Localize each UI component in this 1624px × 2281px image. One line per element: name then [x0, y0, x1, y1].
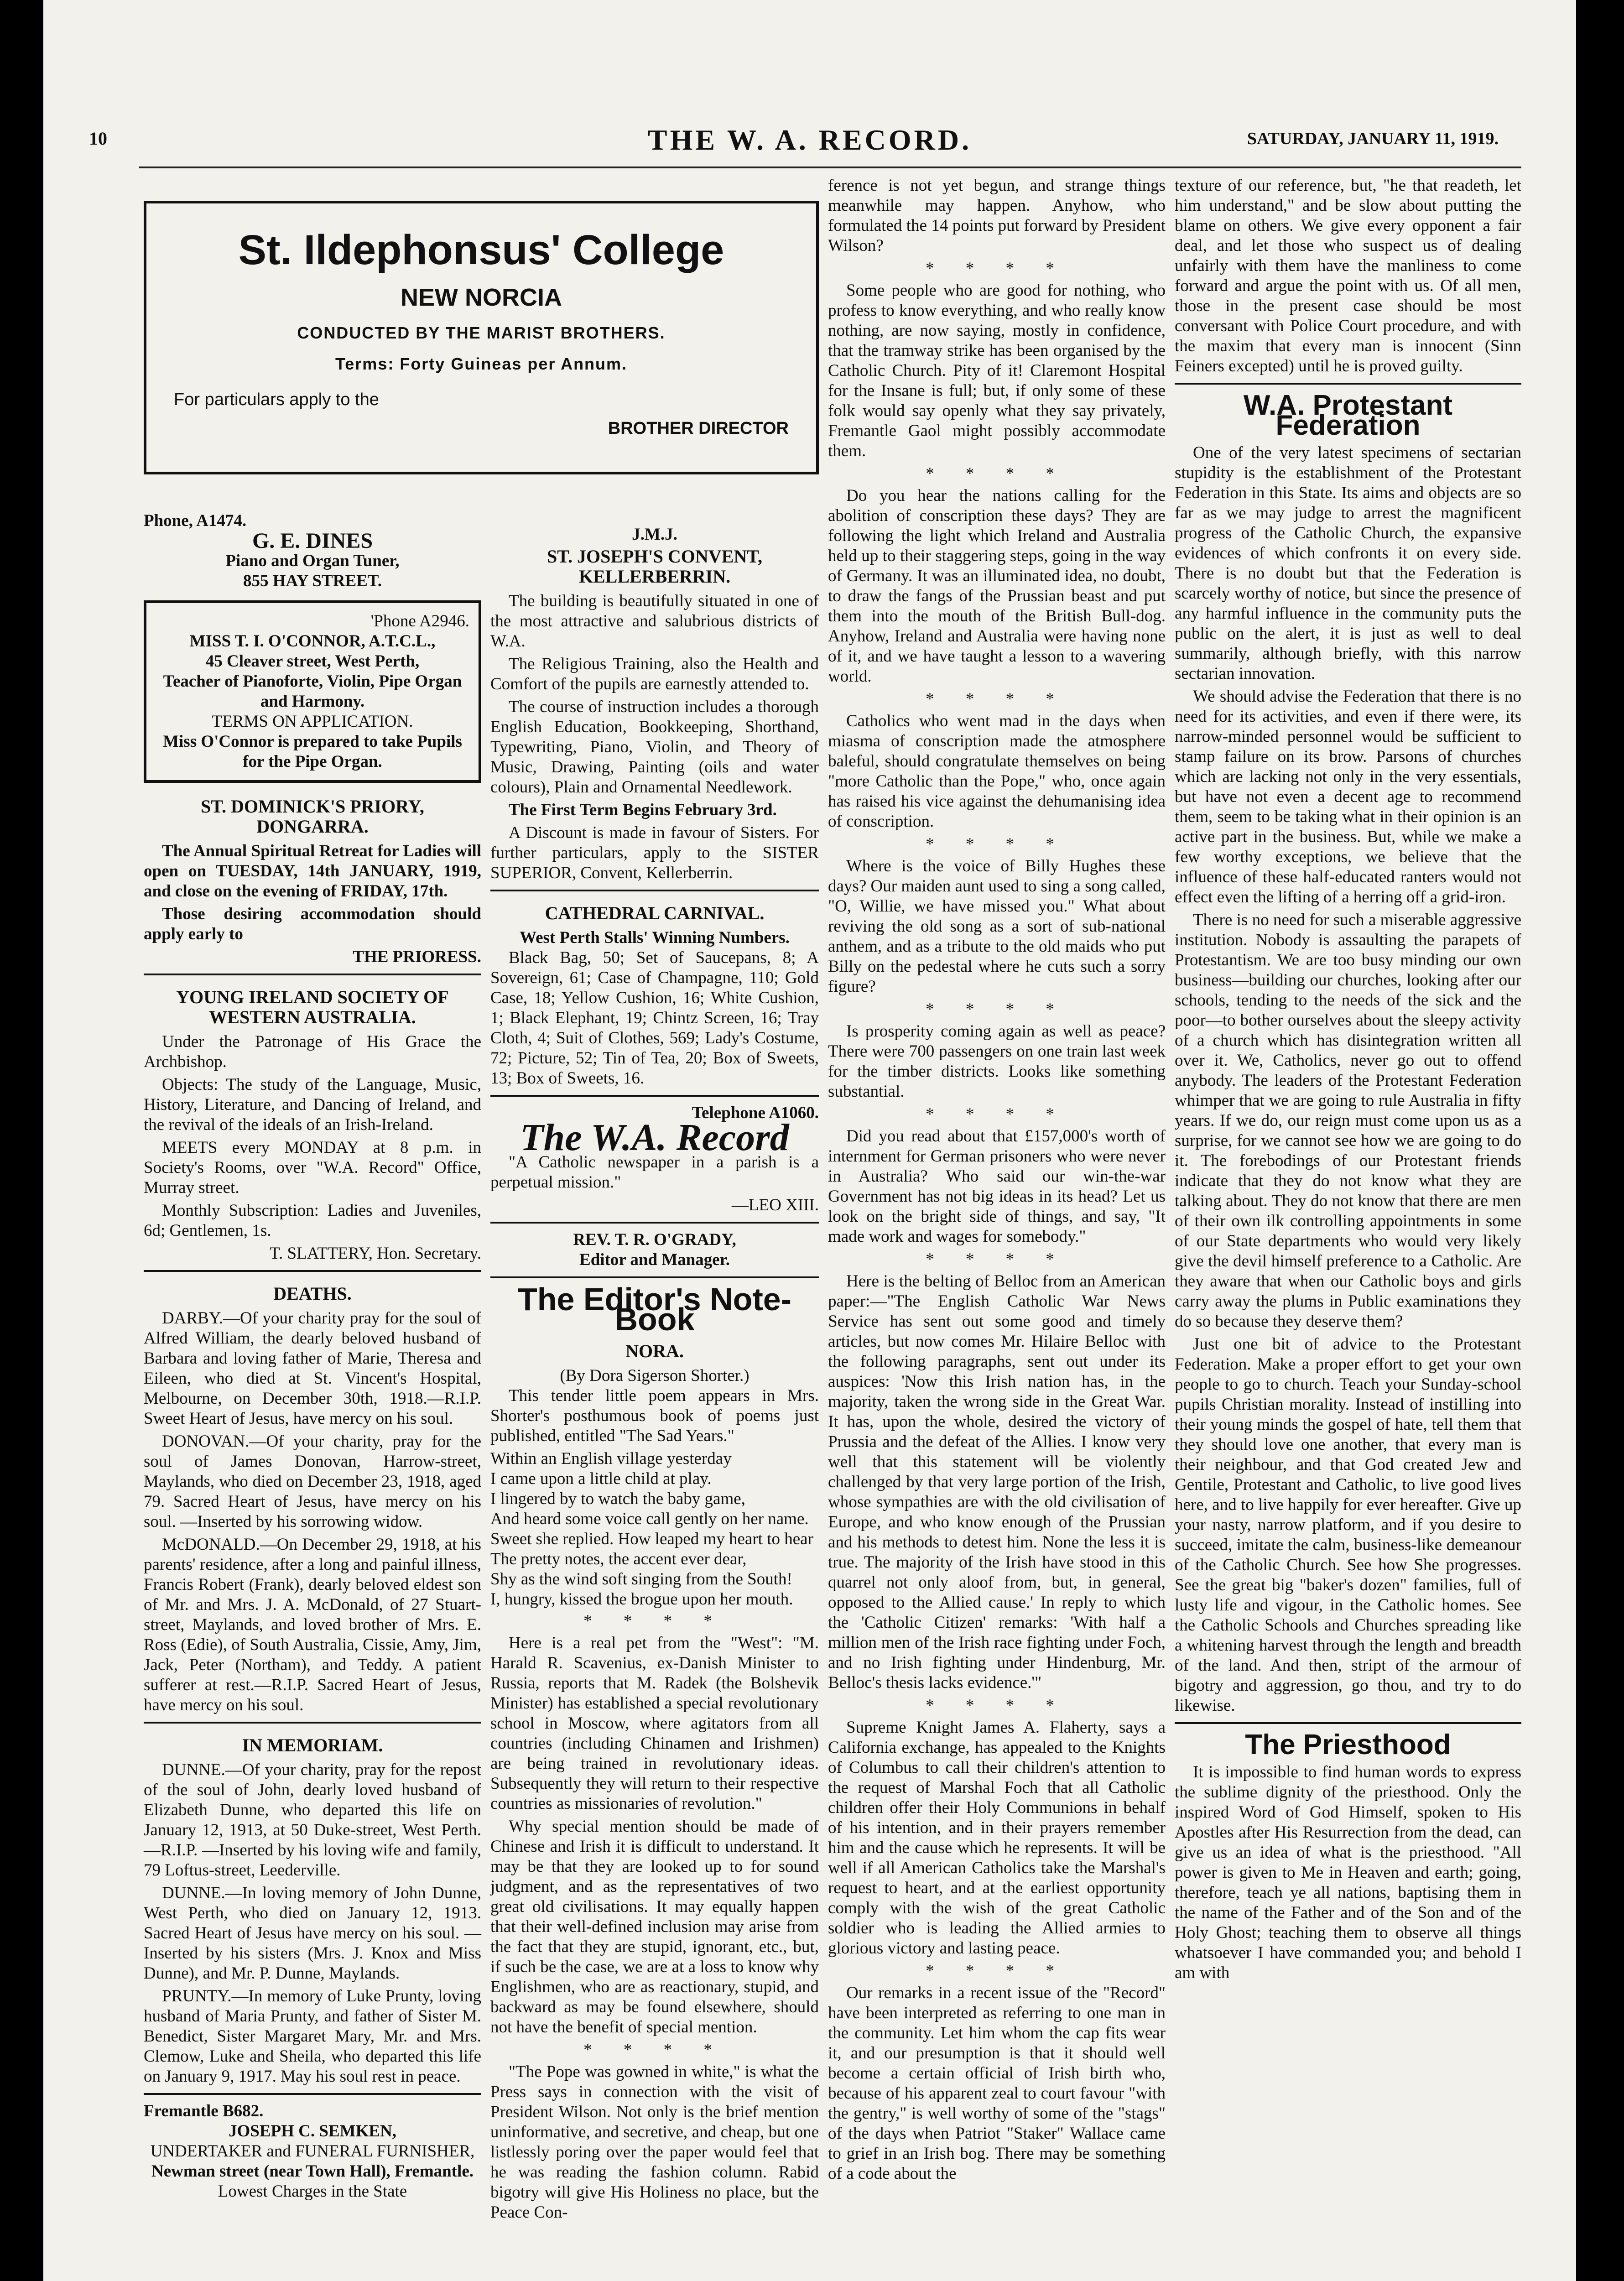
semken-phone: Fremantle B682.	[144, 2102, 264, 2120]
dines-address: 855 HAY STREET.	[243, 572, 382, 590]
section-stars: * * * *	[926, 1962, 1068, 1980]
divider	[490, 1095, 819, 1097]
dines-advert	[144, 511, 481, 591]
section-stars: * * * *	[926, 835, 1068, 854]
note-paragraph: texture of our reference, but, "he that readeth, let him understand," and be slow about putting the blame on others. We give every opponent a fair deal, and let those who suspect us of dealing unfairly with them have the manliness to come forward and argue the point with us. Of all men, those in the present case should be most conversant with Police Court procedure, and with the maxim that every man is innocent (Sinn Feiners excepted) until he is proved guilty.	[1175, 176, 1521, 375]
poem-line: I came upon a little child at play.	[490, 1469, 712, 1488]
record-nameplate: The W.A. Record	[520, 1116, 789, 1159]
college-advert	[144, 201, 819, 474]
oconnor-teacher: Teacher of Pianoforte, Violin, Pipe Organ and Harmony.	[163, 672, 462, 711]
young-ireland-title: YOUNG IRELAND SOCIETY OF WESTERN AUSTRALIA.	[176, 987, 449, 1027]
column-1	[144, 511, 481, 2202]
section-stars: * * * *	[583, 1612, 726, 1630]
poem-title: NORA.	[625, 1341, 684, 1361]
note-paragraph: Some people who are good for nothing, who profess to know everything, and who really know nothing, are now saying, mostly in confidence, that the tramway strike has been organised by the Catholic Church. Pity of it! Claremont Hospital for the Insane is full; but, if only some of these folk would say openly what they say privately, Fremantle Gaol might possibly accommodate them.	[828, 281, 1166, 460]
note-paragraph: Supreme Knight James A. Flaherty, says a California exchange, has appealed to the Knights of Columbus to call their children's attention to the request of Marshal Foch that all Catholic children offer their Holy Communions in behalf of his intention, and in their prayers remember him and the cause which he represents. It will be well if all American Catholics take the Marshal's request to heart, and at the earliest opportunity comply with the wish of the great Catholic soldier who is leading the Allied armies to glorious victory and lasting peace.	[828, 1718, 1166, 1958]
federation-paragraph: There is no need for such a miserable aggressive institution. Nobody is assaulting the parapets of Protestantism. We are too busy minding our own business—building our churches, looking after our schools, tending to the needs of the sick and the poor—to bother ourselves about the sleepy activity of a church which has disintegration written all over it. We, Catholics, never go out to offend anybody. The leaders of the Protestant Federation whimper that we are going to rule Australia in fifty years. If we do, our reign must come upon us as a surprise, for we cannot see how we are going to do it. The forebodings of our Protestant friends indicate that they do not know what they are talking about. They do not know that there are men of their own ilk controlling appointments in some of our State departments who would very likely give the devil himself preference to a Catholic. Are they aware that when our Catholic boys and girls carry away the plums in Public examinations they do so because they deserve them?	[1175, 911, 1521, 1331]
note-paragraph: Catholics who went mad in the days when miasma of conscription made the atmosphere baleful, should congratulate themselves on being "more Catholic than the Pope," who, once again has raised his vice against the dehumanising idea of conscription.	[828, 712, 1166, 831]
poem-line: Shy as the wind soft singing from the South!	[490, 1570, 792, 1588]
section-stars: * * * *	[926, 690, 1068, 708]
note-paragraph: Here is the belting of Belloc from an American paper:—"The English Catholic War News Service has sent out some good and timely articles, but now comes Mr. Hilaire Belloc with the following paragraphs, sent out under its auspices: 'Now this Irish nation has, in the majority, taken the wrong side in the Great War. It has, upon the whole, desired the victory of Prussia and the defeat of the Allies. I know very well that this statement will be violently challenged by that very large portion of the Irish, whose sympathies are with the old civilisation of Europe, and who know enough of the Prussian and his methods to detest him. None the less it is true. The majority of the Irish have stood in this quarrel not only aloof from, but, in general, opposed to the Allied cause.' In reply to which the 'Catholic Citizen' remarks: 'With half a million men of the Irish race fighting under Foch, and no Irish fighting under Hindenburg, Mr. Belloc's thesis lacks evidence.'"	[828, 1272, 1166, 1692]
dominic-body: The Annual Spiritual Retreat for Ladies will open on TUESDAY, 14th JANUARY, 1919, and close on the evening of FRIDAY, 17th.	[144, 842, 481, 901]
page-number: 10	[89, 128, 107, 149]
deaths-title: DEATHS.	[273, 1283, 352, 1304]
divider	[144, 1270, 481, 1272]
section-stars: * * * *	[926, 1105, 1068, 1124]
note-paragraph: Our remarks in a recent issue of the "Record" have been interpreted as referring to one man in the community. Let him whom the cap fits wear it, and our presumption is that it should well become a certain official of Irish birth who, because of his apparent zeal to court favour "with the gentry," is well worthy of some of the "stags" of the days when Patriot "Staker" Wallace came to grief in an Irish bog. There may be something of a code about the	[828, 1984, 1166, 2183]
memoriam-notice: DUNNE.—In loving memory of John Dunne, West Perth, who died on January 12, 1913. Sacred Heart of Jesus have mercy on his soul. —Inserted by his sisters (Mrs. J. Knox and Miss Dunne), and Mr. P. Dunne, Maylands.	[144, 1884, 481, 1983]
death-notice: DONOVAN.—Of your charity, pray for the soul of James Donovan, Harrow-street, Maylands, who died on December 23, 1918, aged 79. Sacred Heart of Jesus, have mercy on his soul. —Inserted by his sorrowing widow.	[144, 1432, 481, 1531]
dominic-sign: THE PRIORESS.	[353, 948, 481, 966]
federation-paragraph: Just one bit of advice to the Protestant Federation. Make a proper effort to get your own people to go to church. Teach your Sunday-school pupils Christian morality. Instead of instilling into their young minds the gospel of hate, tell them that they should love one another, that every man is their neighbour, and that God created Jew and Gentile, Protestant and Catholic, to live good lives here, and to live happily for ever hereafter. Give up your nasty, narrow platform, and if you desire to succeed, imitate the calm, business-like demeanour of the Catholic Church. See how She progresses. See the great big "baker's dozen" families, full of lusty life and vigour, in the Catholic homes. See the Catholic Schools and Churches spreading like a whitening harvest through the length and breadth of the land. And then, stript of the armour of bigotry and aggression, go thou, and try to do likewise.	[1175, 1335, 1521, 1715]
record-quote-by: —LEO XIII.	[731, 1196, 819, 1214]
college-director: BROTHER DIRECTOR	[608, 419, 789, 438]
record-editor: REV. T. R. O'GRADY,	[573, 1230, 736, 1249]
divider	[1175, 1722, 1521, 1724]
note-paragraph: "The Pope was gowned in white," is what the Press says in connection with the visit of President Wilson. Not only is the brief mention uninformative, and secretive, and cheap, but one listlessly poring over the paper would feel that he was reading the fashion column. Rabid bigotry will give His Holiness no place, but the Peace Con-	[490, 2062, 819, 2222]
section-stars: * * * *	[583, 2041, 726, 2059]
carnival-numbers: Black Bag, 50; Set of Saucepans, 8; A Sovereign, 61; Case of Champagne, 110; Gold Case, 18; Yellow Cushion, 16; White Cushion, 1; Black Elephant, 19; Chintz Screen, 16; Tray Cloth, 4; Suit of Clothes, 569; Lady's Costume, 72; Picture, 52; Tin of Tea, 20; Box of Sweets, 13; Box of Sweets, 16.	[490, 948, 819, 1088]
divider	[490, 890, 819, 891]
notebook-title: The Editor's Note-Book	[518, 1281, 791, 1337]
dominic-notice	[144, 797, 481, 967]
section-stars: * * * *	[926, 1696, 1068, 1715]
federation-paragraph: We should advise the Federation that there is no need for its activities, and even if there were, its narrow-minded personnel would be sufficient to stamp failure on its brow. Parsons of churches which are lacking not only in the very essentials, but have not even a decent age to recommend them, seem to be taking what in their opinion is an active part in the business. But, while we make a few worthy exceptions, we believe that the influence of these half-educated ranters would not effect even the lifting of a herring off a grid-iron.	[1175, 687, 1521, 906]
dominic-title: ST. DOMINICK'S PRIORY, DONGARRA.	[201, 796, 424, 837]
oconnor-note: Miss O'Connor is prepared to take Pupils for the Pipe Organ.	[163, 732, 462, 771]
divider	[144, 1722, 481, 1724]
issue-date: SATURDAY, JANUARY 11, 1919.	[1247, 129, 1499, 148]
note-paragraph: Here is a real pet from the "West": "M. Harald R. Scavenius, ex-Danish Minister to Russia, reports that M. Radek (the Bolshevik Minister) has established a special revolutionary school in Moscow, where agitators from all countries (including Chinamen and Irishmen) are being trained in revolutionary ideas. Subsequently they will return to their respective countries as missionaries of revolution."	[490, 1634, 819, 1813]
convent-term: The First Term Begins February 3rd.	[509, 801, 777, 819]
column-2	[490, 525, 819, 2225]
memoriam-notice: PRUNTY.—In memory of Luke Prunty, loving husband of Maria Prunty, and father of Sister M. Benedict, Sister Margaret Mary, Mr. and Mrs. Clemow, Luke and Sheila, who departed this life on January 9, 1917. May his soul rest in peace.	[144, 1987, 481, 2086]
dominic-body2: Those desiring accommodation should apply early to	[144, 905, 481, 943]
college-terms: Terms: Forty Guineas per Annum.	[335, 354, 628, 373]
memoriam-notice: DUNNE.—Of your charity, pray for the repost of the soul of John, dearly loved husband of Elizabeth Dunne, who departed this life on January 12, 1913, at 50 Duke-street, West Perth.—R.I.P. —Inserted by his loving wife and family, 79 Loftus-street, Leederville.	[144, 1760, 481, 1880]
poem-line: Within an English village yesterday	[490, 1449, 732, 1468]
record-telephone: Telephone A1060.	[692, 1104, 819, 1122]
poem-line: I, hungry, kissed the brogue upon her mouth.	[490, 1590, 793, 1609]
divider	[144, 974, 481, 975]
divider	[490, 1276, 819, 1278]
young-ireland-objects: Objects: The study of the Language, Music, History, Literature, and Dancing of Ireland, and the revival of the ideals of an Irish-Ireland.	[144, 1075, 481, 1134]
memoriam-title: IN MEMORIAM.	[242, 1735, 383, 1755]
poem-author: (By Dora Sigerson Shorter.)	[560, 1366, 750, 1385]
section-stars: * * * *	[926, 1250, 1068, 1269]
death-notice: McDONALD.—On December 29, 1918, at his parents' residence, after a long and painful illness, Francis Robert (Frank), dearly beloved eldest son of Mr. and Mrs. J. A. McDonald, of 27 Stuart-street, Maylands, and loved brother of Mrs. E. Ross (Edie), of South Australia, Cissie, Amy, Jim, Jack, Peter (Northam), and Teddy. A patient sufferer at rest.—R.I.P. Sacred Heart of Jesus, have mercy on his soul.	[144, 1535, 481, 1714]
oconnor-terms: TERMS ON APPLICATION.	[212, 712, 413, 731]
note-paragraph: Do you hear the nations calling for the abolition of conscription these days? They are following the light which Ireland and Australia held up to their staggering steps, going in the way of Germany. It was an illuminated idea, no doubt, to draw the fangs of the Prussian beast and put them into the mouth of the British Bull-dog. Anyhow, Ireland and Australia were having none of it, and we have taught a lesson to a wavering world.	[828, 486, 1166, 686]
college-title: St. Ildephonsus' College	[238, 227, 724, 273]
note-paragraph: ference is not yet begun, and strange things meanwhile may happen. Anyhow, who formulated the 14 points put forward by President Wilson?	[828, 176, 1166, 255]
divider	[144, 2093, 481, 2095]
section-stars: * * * *	[926, 259, 1068, 278]
masthead: THE W. A. RECORD.	[647, 124, 972, 156]
note-paragraph: Is prosperity coming again as well as peace? There were 700 passengers on one train last week for the timber districts. Looks like something substantial.	[828, 1022, 1166, 1101]
divider	[490, 1222, 819, 1224]
convent-text: A Discount is made in favour of Sisters. For further particulars, apply to the SISTER SUPERIOR, Convent, Kellerberrin.	[490, 823, 819, 882]
header-rule	[139, 167, 1521, 168]
note-paragraph: Where is the voice of Billy Hughes these days? Our maiden aunt used to sing a song called, "O, Willie, we have missed you." What about reviving the old song as a sort of sub-national anthem, and as a tribute to the old maids who put Billy on the pedestal where he cuts such a sorry figure?	[828, 857, 1166, 996]
oconnor-phone: 'Phone A2946.	[370, 612, 469, 630]
poem-line: Sweet she replied. How leaped my heart to hear	[490, 1530, 813, 1548]
poem-line: I lingered by to watch the baby game,	[490, 1489, 745, 1508]
semken-address: Newman street (near Town Hall), Fremantle.	[151, 2162, 474, 2181]
priesthood-title: The Priesthood	[1245, 1729, 1451, 1760]
dines-name: G. E. DINES	[252, 529, 373, 553]
oconnor-address: 45 Cleaver street, West Perth,	[205, 652, 420, 671]
convent-title: ST. JOSEPH'S CONVENT, KELLERBERRIN.	[547, 546, 762, 587]
newspaper-page	[43, 0, 1576, 2281]
carnival-title: CATHEDRAL CARNIVAL.	[545, 903, 765, 923]
semken-trade: UNDERTAKER and FUNERAL FURNISHER,	[150, 2142, 475, 2161]
oconnor-name: MISS T. I. O'CONNOR, A.T.C.L.,	[189, 632, 436, 651]
federation-paragraph: One of the very latest specimens of sectarian stupidity is the establishment of the Protestant Federation in this State. Its aims and objects are so far as we may judge to arrest the magnificent progress of the Catholic Church, the expansive evidences of which confronts it on every side. There is no doubt but that the Federation is scarcely worthy of notice, but since the presence of any harmful influence in the community puts the public on the alert, it is just as well to deal summarily, although briefly, with this narrow sectarian innovation.	[1175, 443, 1521, 683]
young-ireland-sec: T. SLATTERY, Hon. Secretary.	[270, 1244, 481, 1263]
column-3	[828, 176, 1166, 2187]
record-editor-role: Editor and Manager.	[579, 1250, 730, 1269]
poem-line: And heard some voice call gently on her name.	[490, 1510, 809, 1528]
semken-charges: Lowest Charges in the State	[218, 2182, 407, 2201]
young-ireland-notice	[144, 987, 481, 1264]
college-conducted: CONDUCTED BY THE MARIST BROTHERS.	[297, 323, 666, 342]
section-stars: * * * *	[926, 464, 1068, 483]
section-stars: * * * *	[926, 1000, 1068, 1019]
convent-text: The Religious Training, also the Health and Comfort of the pupils are earnestly attended to.	[490, 655, 819, 693]
carnival-subtitle: West Perth Stalls' Winning Numbers.	[520, 928, 790, 947]
young-ireland-patron: Under the Patronage of His Grace the Archbishop.	[144, 1032, 481, 1071]
semken-advert	[144, 2101, 481, 2202]
running-head	[89, 123, 1499, 160]
college-particulars: For particulars apply to the	[174, 390, 379, 409]
dines-trade: Piano and Organ Tuner,	[225, 552, 400, 570]
column-4	[1175, 176, 1521, 1986]
dines-phone: Phone, A1474.	[144, 511, 247, 530]
college-location: NEW NORCIA	[401, 284, 562, 311]
note-paragraph: Did you read about that £157,000's worth of internment for German prisoners who were never in Australia? Who said our win-the-war Government has not big ideas in its head? Let us look on the bright side of things, and say, "It made work and wages for somebody."	[828, 1127, 1166, 1246]
convent-jmj: J.M.J.	[632, 525, 677, 544]
note-paragraph: Why special mention should be made of Chinese and Irish it is difficult to understand. It may be that they are looked up to for sound judgment, and as the representatives of two great old civilisations. It may equally happen that their well-defined inclusion may arise from the fact that they are stupid, ignorant, etc., but, if such be the case, we are at a loss to know why Englishmen, who are as reactionary, stupid, and backward as may be found elsewhere, should not have the benefit of special mention.	[490, 1817, 819, 2036]
death-notice: DARBY.—Of your charity pray for the soul of Alfred William, the dearly beloved husband of Barbara and loving father of Marie, Theresa and Eileen, who died at St. Vincent's Hospital, Melbourne, on December 30th, 1918.—R.I.P. Sweet Heart of Jesus, have mercy on his soul.	[144, 1309, 481, 1428]
record-quote: "A Catholic newspaper in a parish is a perpetual mission."	[490, 1153, 819, 1192]
poem-line: The pretty notes, the accent ever dear,	[490, 1550, 747, 1568]
convent-text: The course of instruction includes a thorough English Education, Bookkeeping, Shorthand, Typewriting, Piano, Violin, and Theory of Music, Drawing, Painting (oils and water colours), Plain and Ornamental Needlework.	[490, 698, 819, 797]
young-ireland-subs: Monthly Subscription: Ladies and Juveniles, 6d; Gentlemen, 1s.	[144, 1201, 481, 1240]
federation-title: W.A. Protestant Federation	[1243, 390, 1453, 441]
convent-text: The building is beautifully situated in one of the most attractive and salubrious districts of W.A.	[490, 592, 819, 651]
oconnor-advert	[144, 600, 481, 783]
poem-intro: This tender little poem appears in Mrs. Shorter's posthumous book of poems just published, entitled "The Sad Years."	[490, 1386, 819, 1445]
priesthood-paragraph: It is impossible to find human words to express the sublime dignity of the priesthood. Only the inspired Word of God Himself, spoken to His Apostles after His Resurrection from the dead, can give us an idea of what is the priesthood. "All power is given to Me in Heaven and earth; going, therefore, teach ye all nations, baptising them in the name of the Father and of the Son and of the Holy Ghost; teaching them to observe all things whatsoever I have commanded you; and behold I am with	[1175, 1763, 1521, 1982]
semken-name: JOSEPH C. SEMKEN,	[229, 2122, 396, 2140]
divider	[1175, 383, 1521, 385]
young-ireland-meets: MEETS every MONDAY at 8 p.m. in Society's Rooms, over "W.A. Record" Office, Murray street.	[144, 1138, 481, 1197]
